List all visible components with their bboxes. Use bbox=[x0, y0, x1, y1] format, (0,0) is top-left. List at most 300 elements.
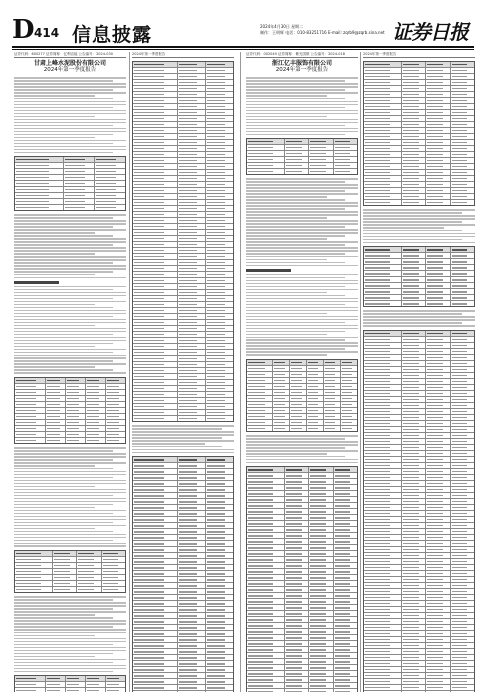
table-cell bbox=[308, 139, 332, 144]
table-row bbox=[133, 241, 233, 247]
table-cell bbox=[105, 438, 125, 443]
table-cell bbox=[401, 259, 425, 264]
table-cell bbox=[425, 98, 449, 103]
table-cell bbox=[450, 379, 474, 384]
table-cell bbox=[425, 565, 449, 570]
table-cell bbox=[425, 517, 449, 522]
text-line bbox=[363, 319, 475, 321]
table-cell bbox=[133, 625, 177, 630]
table-row bbox=[247, 490, 357, 496]
table-cell bbox=[450, 589, 474, 594]
table-cell bbox=[364, 619, 401, 624]
table-cell bbox=[450, 451, 474, 456]
data-table bbox=[246, 466, 358, 692]
table-cell bbox=[45, 396, 65, 401]
table-row bbox=[133, 193, 233, 199]
table-row bbox=[364, 366, 474, 372]
table-cell bbox=[133, 308, 177, 313]
table-cell bbox=[247, 671, 284, 676]
table-row bbox=[133, 522, 233, 528]
table-row bbox=[364, 390, 474, 396]
table-cell bbox=[364, 499, 401, 504]
table-cell bbox=[425, 427, 449, 432]
table-row bbox=[364, 348, 474, 354]
table-row bbox=[364, 270, 474, 276]
table-cell bbox=[85, 438, 105, 443]
table-cell bbox=[205, 643, 233, 648]
table-cell bbox=[333, 581, 357, 586]
text-line bbox=[14, 328, 126, 330]
table-cell bbox=[333, 533, 357, 538]
table-cell bbox=[450, 691, 474, 692]
table-cell bbox=[425, 451, 449, 456]
table-cell bbox=[284, 139, 308, 144]
text-line bbox=[14, 477, 113, 479]
text-line bbox=[246, 190, 345, 192]
table-cell bbox=[364, 295, 401, 300]
table-cell bbox=[401, 355, 425, 360]
table-cell bbox=[177, 386, 205, 391]
table-cell bbox=[205, 583, 233, 588]
table-cell bbox=[133, 290, 177, 295]
table-cell bbox=[450, 253, 474, 258]
table-cell bbox=[205, 625, 233, 630]
text-line bbox=[14, 122, 126, 124]
table-row bbox=[364, 372, 474, 378]
table-cell bbox=[65, 402, 85, 407]
table-cell bbox=[425, 140, 449, 145]
table-row bbox=[15, 431, 125, 437]
table-cell bbox=[308, 497, 332, 502]
table-cell bbox=[401, 487, 425, 492]
table-cell bbox=[284, 533, 308, 538]
table-cell bbox=[323, 426, 340, 431]
table-row bbox=[364, 199, 474, 205]
text-line bbox=[246, 104, 358, 106]
table-cell bbox=[450, 643, 474, 648]
table-cell bbox=[133, 679, 177, 684]
text-line bbox=[246, 253, 345, 255]
table-cell bbox=[247, 587, 284, 592]
table-cell bbox=[333, 689, 357, 692]
text-line bbox=[14, 644, 113, 646]
table-cell bbox=[177, 625, 205, 630]
table-cell bbox=[15, 157, 63, 162]
table-cell bbox=[364, 391, 401, 396]
table-cell bbox=[308, 157, 332, 162]
table-cell bbox=[364, 517, 401, 522]
text-line bbox=[14, 226, 113, 228]
text-line bbox=[14, 507, 95, 509]
table-cell bbox=[284, 629, 308, 634]
table-row bbox=[133, 397, 233, 403]
table-row bbox=[364, 468, 474, 474]
table-cell bbox=[133, 104, 177, 109]
table-cell bbox=[15, 414, 45, 419]
table-row bbox=[15, 204, 125, 210]
table-cell bbox=[94, 193, 125, 198]
table-cell bbox=[289, 372, 306, 377]
text-line bbox=[14, 355, 126, 357]
table-cell bbox=[401, 595, 425, 600]
table-cell bbox=[364, 337, 401, 342]
table-cell bbox=[205, 230, 233, 235]
newspaper-logo: 证券日报 bbox=[392, 20, 468, 44]
table-row bbox=[364, 594, 474, 600]
table-cell bbox=[450, 655, 474, 660]
table-cell bbox=[177, 92, 205, 97]
table-cell bbox=[85, 682, 105, 687]
table-row bbox=[15, 401, 125, 407]
table-cell bbox=[247, 378, 272, 383]
table-row bbox=[133, 217, 233, 223]
table-cell bbox=[450, 283, 474, 288]
text-line bbox=[246, 342, 358, 344]
table-cell bbox=[177, 122, 205, 127]
table-cell bbox=[15, 438, 45, 443]
text-line bbox=[246, 280, 358, 282]
text-line bbox=[14, 537, 126, 539]
table-cell bbox=[333, 139, 357, 144]
table-cell bbox=[105, 676, 125, 681]
text-line bbox=[14, 534, 126, 536]
table-row bbox=[247, 568, 357, 574]
table-row bbox=[133, 73, 233, 79]
table-row bbox=[133, 229, 233, 235]
table-cell bbox=[333, 551, 357, 556]
table-row bbox=[247, 616, 357, 622]
table-row bbox=[247, 496, 357, 502]
table-row bbox=[364, 193, 474, 199]
table-cell bbox=[205, 685, 233, 690]
table-cell bbox=[133, 338, 177, 343]
table-cell bbox=[284, 151, 308, 156]
table-row bbox=[133, 313, 233, 319]
text-line bbox=[246, 459, 358, 461]
table-cell bbox=[45, 414, 65, 419]
text-line bbox=[363, 310, 475, 312]
issue-date: 2024年4月30日 星期二 bbox=[260, 24, 304, 29]
table-cell bbox=[85, 414, 105, 419]
table-cell bbox=[364, 200, 401, 205]
table-cell bbox=[450, 265, 474, 270]
data-table bbox=[132, 61, 234, 422]
table-row bbox=[133, 253, 233, 259]
table-row bbox=[133, 462, 233, 468]
table-cell bbox=[425, 469, 449, 474]
table-cell bbox=[401, 367, 425, 372]
table-cell bbox=[308, 569, 332, 574]
table-cell bbox=[308, 635, 332, 640]
table-cell bbox=[177, 152, 205, 157]
table-cell bbox=[65, 426, 85, 431]
table-row bbox=[364, 85, 474, 91]
table-cell bbox=[401, 68, 425, 73]
table-cell bbox=[450, 427, 474, 432]
column-header: 证券代码：600277 证券简称：亿利洁能 公告编号：2024-030 bbox=[14, 52, 126, 58]
table-cell bbox=[133, 314, 177, 319]
table-row bbox=[247, 652, 357, 658]
table-cell bbox=[401, 253, 425, 258]
table-cell bbox=[15, 402, 45, 407]
table-cell bbox=[425, 571, 449, 576]
table-cell bbox=[133, 284, 177, 289]
table-cell bbox=[15, 551, 52, 556]
table-cell bbox=[247, 593, 284, 598]
table-cell bbox=[425, 661, 449, 666]
table-cell bbox=[425, 583, 449, 588]
table-cell bbox=[247, 539, 284, 544]
table-cell bbox=[364, 589, 401, 594]
table-cell bbox=[364, 625, 401, 630]
text-line bbox=[246, 77, 358, 79]
table-cell bbox=[450, 607, 474, 612]
table-cell bbox=[177, 685, 205, 690]
text-line bbox=[246, 244, 345, 246]
table-cell bbox=[401, 349, 425, 354]
table-row bbox=[247, 413, 357, 419]
masthead-rule-thin bbox=[12, 49, 474, 50]
table-cell bbox=[76, 569, 100, 574]
table-cell bbox=[205, 188, 233, 193]
table-cell bbox=[133, 206, 177, 211]
subheading-bar bbox=[14, 281, 59, 283]
table-cell bbox=[289, 390, 306, 395]
table-cell bbox=[308, 485, 332, 490]
table-cell bbox=[133, 146, 177, 151]
table-row bbox=[247, 658, 357, 664]
table-cell bbox=[247, 384, 272, 389]
table-cell bbox=[364, 559, 401, 564]
table-cell bbox=[205, 170, 233, 175]
text-line bbox=[14, 471, 126, 473]
table-cell bbox=[65, 390, 85, 395]
table-row bbox=[15, 437, 125, 443]
table-row bbox=[247, 556, 357, 562]
table-cell bbox=[284, 545, 308, 550]
table-cell bbox=[450, 667, 474, 672]
table-cell bbox=[308, 683, 332, 688]
text-line bbox=[14, 229, 126, 231]
table-cell bbox=[272, 384, 289, 389]
text-line bbox=[363, 224, 475, 226]
table-cell bbox=[323, 408, 340, 413]
table-cell bbox=[340, 372, 357, 377]
table-cell bbox=[450, 487, 474, 492]
table-row bbox=[133, 630, 233, 636]
table-cell bbox=[364, 301, 401, 306]
table-cell bbox=[333, 557, 357, 562]
table-cell bbox=[205, 523, 233, 528]
text-line bbox=[14, 650, 126, 652]
text-line bbox=[14, 334, 113, 336]
table-row bbox=[364, 582, 474, 588]
table-cell bbox=[205, 158, 233, 163]
table-cell bbox=[284, 641, 308, 646]
table-cell bbox=[323, 378, 340, 383]
table-cell bbox=[401, 481, 425, 486]
table-cell bbox=[308, 587, 332, 592]
table-row bbox=[364, 504, 474, 510]
table-cell bbox=[205, 511, 233, 516]
table-cell bbox=[247, 533, 284, 538]
text-line bbox=[14, 614, 95, 616]
table-cell bbox=[450, 259, 474, 264]
table-cell bbox=[450, 547, 474, 552]
table-cell bbox=[205, 631, 233, 636]
table-cell bbox=[284, 521, 308, 526]
table-row bbox=[133, 181, 233, 187]
table-cell bbox=[177, 104, 205, 109]
table-row bbox=[247, 544, 357, 550]
table-cell bbox=[133, 685, 177, 690]
table-row bbox=[133, 534, 233, 540]
table-cell bbox=[177, 571, 205, 576]
table-cell bbox=[401, 421, 425, 426]
table-cell bbox=[450, 134, 474, 139]
table-cell bbox=[205, 535, 233, 540]
table-cell bbox=[333, 157, 357, 162]
table-row bbox=[364, 97, 474, 103]
table-cell bbox=[364, 601, 401, 606]
table-cell bbox=[45, 378, 65, 383]
table-cell bbox=[308, 169, 332, 174]
table-cell bbox=[15, 205, 63, 210]
data-table bbox=[14, 550, 126, 593]
table-cell bbox=[205, 68, 233, 73]
table-cell bbox=[450, 409, 474, 414]
table-cell bbox=[272, 378, 289, 383]
table-row bbox=[247, 640, 357, 646]
table-cell bbox=[247, 599, 284, 604]
column-divider bbox=[240, 52, 241, 692]
table-cell bbox=[425, 283, 449, 288]
table-cell bbox=[450, 158, 474, 163]
text-line bbox=[14, 540, 113, 542]
table-cell bbox=[177, 410, 205, 415]
table-cell bbox=[45, 420, 65, 425]
text-line bbox=[246, 122, 358, 124]
text-line bbox=[246, 298, 358, 300]
table-cell bbox=[364, 158, 401, 163]
table-cell bbox=[401, 271, 425, 276]
table-cell bbox=[333, 145, 357, 150]
table-cell bbox=[205, 499, 233, 504]
table-cell bbox=[401, 122, 425, 127]
table-cell bbox=[401, 182, 425, 187]
table-row bbox=[133, 283, 233, 289]
text-line bbox=[14, 110, 126, 112]
table-row bbox=[133, 612, 233, 618]
table-cell bbox=[284, 497, 308, 502]
table-cell bbox=[333, 599, 357, 604]
table-cell bbox=[205, 404, 233, 409]
table-cell bbox=[205, 356, 233, 361]
table-row bbox=[133, 474, 233, 480]
table-cell bbox=[425, 74, 449, 79]
table-cell bbox=[401, 541, 425, 546]
table-cell bbox=[306, 384, 323, 389]
table-cell bbox=[308, 605, 332, 610]
table-cell bbox=[340, 384, 357, 389]
table-cell bbox=[364, 679, 401, 684]
table-cell bbox=[364, 176, 401, 181]
table-cell bbox=[425, 379, 449, 384]
table-row bbox=[133, 379, 233, 385]
table-cell bbox=[177, 62, 205, 67]
table-cell bbox=[133, 116, 177, 121]
table-cell bbox=[205, 122, 233, 127]
table-cell bbox=[133, 541, 177, 546]
table-cell bbox=[308, 593, 332, 598]
table-cell bbox=[105, 396, 125, 401]
text-line bbox=[363, 227, 444, 229]
text-line bbox=[14, 286, 126, 288]
table-cell bbox=[177, 380, 205, 385]
table-cell bbox=[133, 637, 177, 642]
text-line bbox=[14, 602, 126, 604]
table-cell bbox=[76, 563, 100, 568]
table-row bbox=[15, 574, 125, 580]
table-cell bbox=[425, 535, 449, 540]
table-cell bbox=[364, 655, 401, 660]
table-cell bbox=[105, 378, 125, 383]
text-line bbox=[246, 214, 358, 216]
table-cell bbox=[401, 451, 425, 456]
table-row bbox=[364, 462, 474, 468]
table-cell bbox=[333, 683, 357, 688]
table-cell bbox=[177, 218, 205, 223]
table-row bbox=[364, 402, 474, 408]
table-cell bbox=[333, 521, 357, 526]
table-row bbox=[133, 247, 233, 253]
table-cell bbox=[133, 416, 177, 421]
table-cell bbox=[308, 617, 332, 622]
table-row bbox=[133, 151, 233, 157]
table-cell bbox=[401, 104, 425, 109]
table-cell bbox=[133, 589, 177, 594]
table-cell bbox=[364, 182, 401, 187]
table-cell bbox=[177, 487, 205, 492]
text-line bbox=[246, 95, 327, 97]
table-cell bbox=[205, 481, 233, 486]
table-cell bbox=[308, 665, 332, 670]
table-cell bbox=[101, 551, 125, 556]
table-cell bbox=[306, 414, 323, 419]
text-line bbox=[14, 259, 126, 261]
table-cell bbox=[401, 92, 425, 97]
table-cell bbox=[247, 509, 284, 514]
table-cell bbox=[450, 301, 474, 306]
text-line bbox=[14, 360, 113, 362]
column-3 bbox=[246, 52, 358, 692]
text-line bbox=[246, 462, 358, 464]
table-row bbox=[133, 606, 233, 612]
table-cell bbox=[401, 679, 425, 684]
text-line bbox=[14, 366, 95, 368]
table-cell bbox=[177, 230, 205, 235]
table-row bbox=[364, 133, 474, 139]
table-cell bbox=[247, 408, 272, 413]
table-cell bbox=[450, 577, 474, 582]
table-cell bbox=[364, 164, 401, 169]
table-cell bbox=[177, 517, 205, 522]
table-cell bbox=[364, 451, 401, 456]
text-line bbox=[246, 226, 345, 228]
table-cell bbox=[425, 247, 449, 252]
table-row bbox=[364, 534, 474, 540]
table-cell bbox=[425, 188, 449, 193]
